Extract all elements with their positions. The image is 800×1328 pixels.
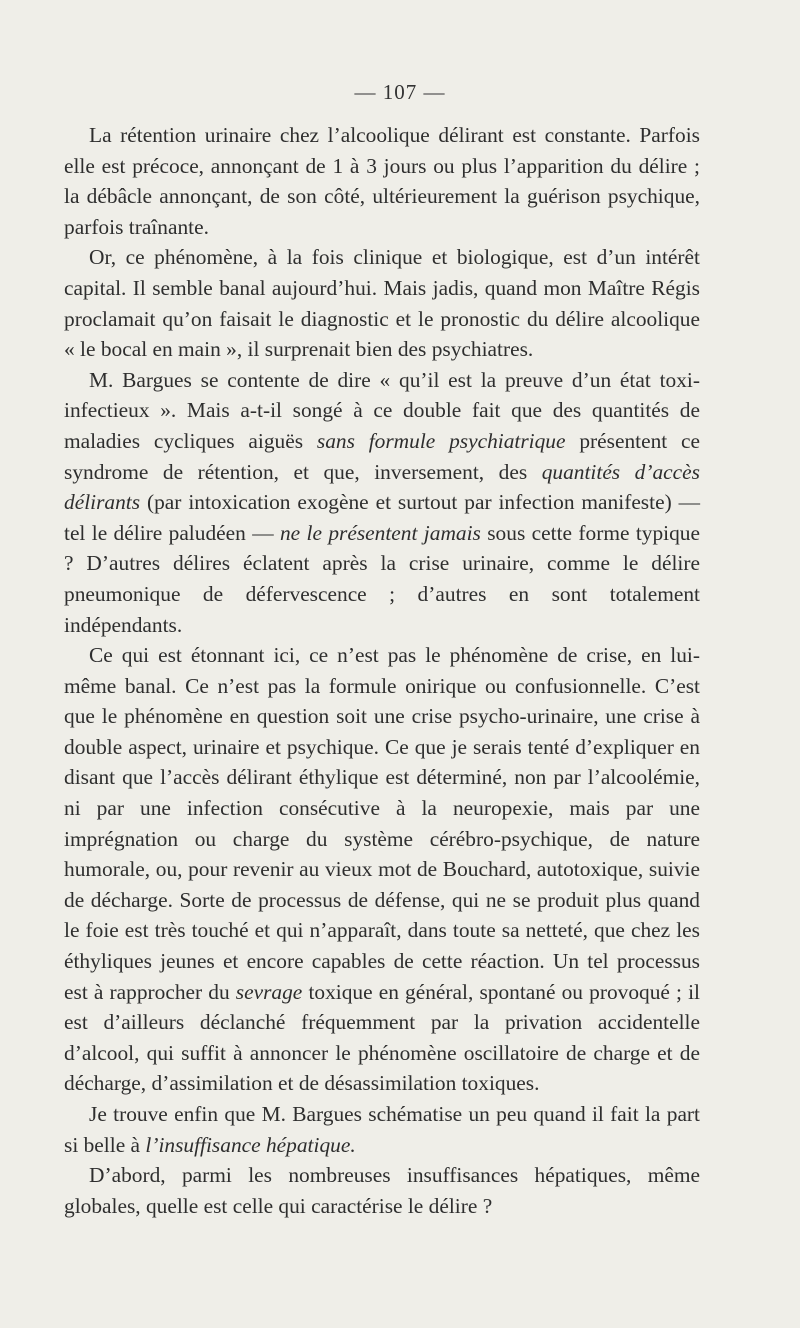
paragraph: [64, 242, 700, 364]
italic-text: sans formule psychiatrique: [316, 428, 566, 453]
paragraph: [64, 640, 700, 1099]
paragraph-text: Ce qui est étonnant ici, ce n’est pas le phénomène de crise, en lui-même banal. Ce n’est pas la formule onirique ou confusionnelle. C’est que le phénomène en question soit une crise psycho-urinaire, une crise à double aspect, urinaire et psychique. Ce que je serais tenté d’expliquer en disant que l’accès délirant éthylique est déterminé, non par l’alcoolémie, ni par une infection consécutive à la neuropexie, mais par une imprégnation ou charge du système cérébro-psychique, de nature humorale, ou, pour revenir au vieux mot de Bouchard, autotoxique, suivie de décharge. Sorte de processus de défense, qui ne se produit plus quand le foie est très touché et qui n’apparaît, dans toute sa netteté, que chez les éthyliques jeunes et encore capables de cette réaction. Un tel processus est à rapprocher du: [64, 643, 700, 1004]
paragraph-text: sous cette forme typique ? D’autres délires éclatent après la crise urinaire, comme le délire pneumonique de défervescence ; d’autres en sont totalement indépendants.: [64, 520, 700, 637]
paragraph-text: présentent ce syndrome de rétention, et que, inversement, des: [64, 428, 701, 484]
paragraph: [64, 1160, 700, 1221]
body-text: [64, 120, 700, 1221]
paragraph-text: M. Bargues se contente de dire « qu’il est la preuve d’un état toxi-infectieux ». Mais a-t-il songé à ce double fait que des quantités de maladies cycliques aiguës: [64, 367, 700, 453]
paragraph-text: Or, ce phénomène, à la fois clinique et biologique, est d’un intérêt capital. Il semble banal aujourd’hui. Mais jadis, quand mon Maître Régis proclamait qu’on faisait le diagnostic et le pronostic du délire alcoolique « le bocal en main », il surprenait bien des psychiatres.: [64, 245, 700, 362]
paragraph-text: La rétention urinaire chez l’alcoolique délirant est constante. Parfois elle est précoce, annonçant de 1 à 3 jours ou plus l’apparition du délire ; la débâcle annonçant, de son côté, ultérieurement la guérison psychique, parfois traînante.: [64, 123, 700, 239]
paragraph-text: toxique en général, spontané ou provoqué ; il est d’ailleurs déclanché fréquemment par la privation accidentelle d’alcool, qui suffit à annoncer le phénomène oscillatoire de charge et de décharge, d’assimilation et de désassimilation toxiques.: [64, 979, 700, 1096]
paragraph-text: (par intoxication exogène et surtout par infection manifeste) — tel le délire paludéen —: [64, 490, 700, 545]
paragraph: [64, 365, 700, 640]
italic-text: l’insuffisance hépatique.: [145, 1132, 356, 1157]
italic-text: quantités d’accès délirants: [64, 459, 700, 515]
paragraph-text: D’abord, parmi les nombreuses insuffisances hépatiques, même globales, quelle est celle qui caractérise le délire ?: [64, 1163, 700, 1218]
italic-text: sevrage: [235, 979, 303, 1004]
italic-text: ne le présentent jamais: [279, 520, 481, 545]
paragraph: [64, 120, 700, 242]
paragraph: [64, 1099, 700, 1160]
paragraph-text: Je trouve enfin que M. Bargues schématise un peu quand il fait la part si belle à: [64, 1102, 700, 1157]
page-number: — 107 —: [354, 80, 446, 104]
